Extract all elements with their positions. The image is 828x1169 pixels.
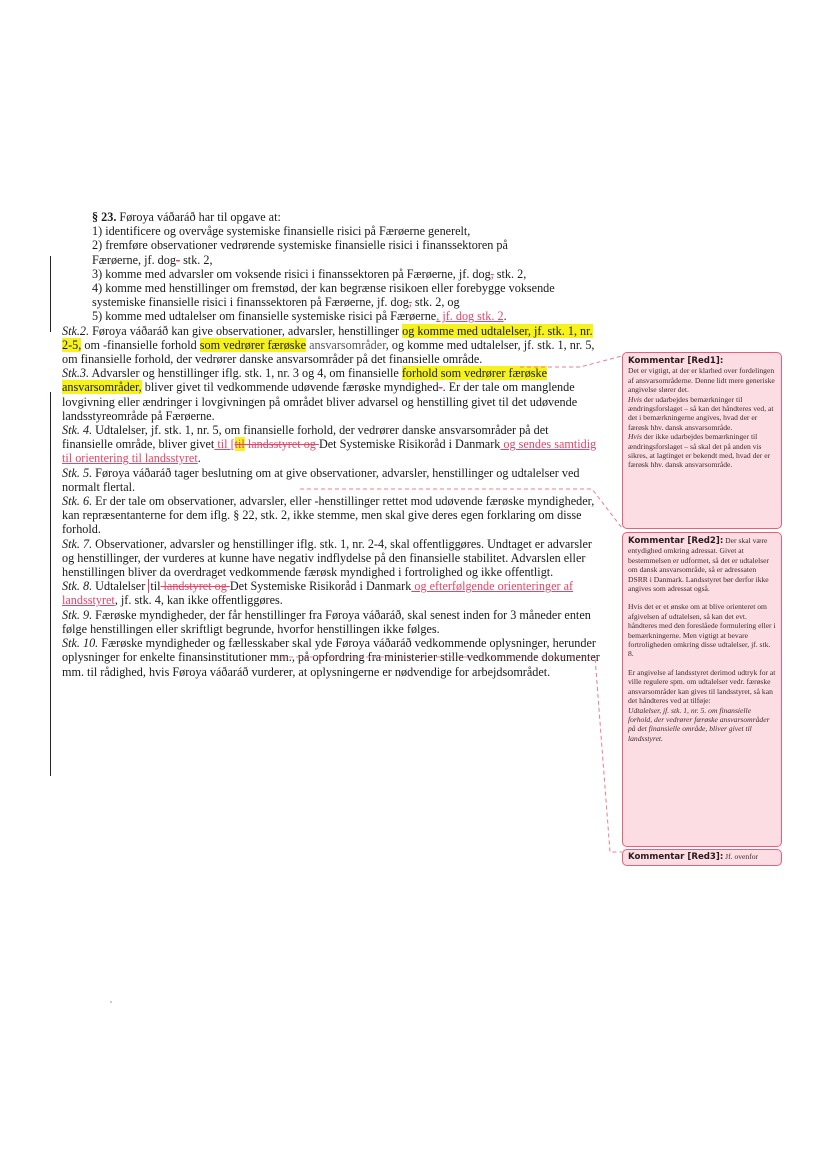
highlight[interactable]: forhold som vedrører færøske ansvarsområder, (62, 366, 548, 395)
scan-speck (110, 1001, 112, 1003)
insertion[interactable]: , jf. dog stk. 2 (436, 309, 504, 324)
deletion[interactable]: - (175, 252, 181, 267)
list-item: 4) komme med henstillinger om fremstød, der kan begrænse risikoen eller forebygge voksende systemiske finansielle risici i finanssektoren på Færøerne, jf. dog, stk. 2, og (92, 281, 555, 310)
deletion[interactable]: landstyret og (160, 579, 230, 594)
section-number: § 23. (92, 210, 117, 224)
paragraph-stk4: Stk. 4. Udtalelser, jf. stk. 1, nr. 5, om finansielle forhold, der vedrører danske ansvarsområder på det finansielle område, bliver givet til [til landsstyret og Det Systemiske Risikoråd i Danmark og sendes samtidig til orientering til landsstyret. (62, 423, 597, 466)
stk-label: Stk. 9. (62, 607, 93, 622)
list-item: 5) komme med udtalelser om finansielle systemiske risici på Færøerne, jf. dog stk. 2. (92, 309, 507, 324)
stk-label: Stk. 5. (62, 465, 93, 480)
comment-anchor-red3[interactable]: til (150, 579, 161, 594)
stk-label: Stk. 8. (62, 579, 93, 594)
paragraph-stk6: Stk. 6. Er der tale om observationer, advarsler, eller -henstillinger rettet mod udøvende færøske myndigheder, kan repræsentanterne for dem iflg. § 22, stk. 2, ikke stemme, men skal give deres egen forklaring om disse forhold. (62, 494, 595, 537)
stk-label: Stk. 10. (62, 636, 99, 651)
list-item: 3) komme med advarsler om voksende risici i finanssektoren på Færøerne, jf. dog, stk. 2, (92, 266, 527, 281)
paragraph-stk10: Stk. 10. Færøske myndigheder og fællesskaber skal yde Føroya váðaráð vedkommende oplysninger, herunder oplysninger for enkelte finansinstitutioner mm., på opfordring fra ministerier stille vedkommende dokumenter mm. til rådighed, hvis Føroya váðaráð vurderer, at oplysningerne er nødvendige for arbejdsområdet. (62, 636, 600, 679)
comment-label: Kommentar [Red2]: (628, 536, 724, 546)
list-item: 1) identificere og overvåge systemiske finansielle risici på Færøerne generelt, (92, 224, 471, 239)
comment-anchor-red1[interactable]: ansvarsområder (306, 337, 386, 352)
deletion[interactable]: landsstyret og (244, 437, 319, 452)
paragraph-stk5: Stk. 5. Føroya váðaráð tager beslutning om at give observationer, advarsler, henstillinger og udtalelser ved normalt flertal. (62, 465, 580, 494)
highlight[interactable]: som vedrører færøske (199, 337, 307, 352)
stk-label: Stk.2. (62, 323, 90, 338)
comment-anchor-red2[interactable]: [ (230, 437, 235, 452)
stk-label: Stk. 4. (62, 423, 93, 438)
paragraph-stk9: Stk. 9. Færøske myndigheder, der får henstillinger fra Føroya váðaráð, skal senest inden for 3 måneder enten følge henstillingen eller skriftligt begrunde, hvorfor henstillingen ikke følges. (62, 607, 591, 636)
comment-red1[interactable]: Kommentar [Red1]: Det er vigtigt, at der er klarhed over fordelingen af ansvarsområderne. Denne lidt mere generiske angivelse slører det. Hvis der udarbejdes bemærkninger til ændringsforslaget – så kan det håndteres ved, at det i bemærkningerne angives, hvad der er færøsk hhv. dansk ansvarsområde. Hvis der ikke udarbejdes bemærkninger til ændringsforslaget – så skal det på anden vis sikres, at lagtinget er bekendt med, hvad der er færøsk hhv. dansk ansvarsområde. (622, 352, 782, 529)
comment-label: Kommentar [Red3]: (628, 852, 724, 862)
deletion[interactable]: - (438, 380, 443, 395)
comment-red3[interactable]: Kommentar [Red3]: Jf. ovenfor (622, 849, 782, 866)
change-bar (50, 256, 51, 332)
stk-label: Stk. 6. (62, 494, 93, 509)
insertion[interactable]: og sendes samtidig til orientering til landsstyret (62, 437, 597, 466)
stk-label: Stk.3. (62, 366, 90, 381)
deletion[interactable]: til (234, 437, 245, 452)
comment-label: Kommentar [Red1]: (628, 356, 724, 366)
stk-label: Stk. 7. (62, 536, 93, 551)
change-bar (50, 392, 51, 776)
highlight[interactable]: og komme med udtalelser, jf. stk. 1, nr. 2-5, (62, 323, 593, 352)
insertion[interactable]: til (214, 437, 231, 452)
section-heading (62, 210, 602, 224)
paragraph-stk8: Stk. 8. Udtalelser til landstyret og Det Systemiske Risikoråd i Danmark og efterfølgende orienteringer af landsstyret, jf. stk. 4, kan ikke offentliggøres. (62, 579, 574, 608)
paragraph-stk2: Stk.2. Føroya váðaráð kan give observationer, advarsler, henstillinger og komme med udtalelser, jf. stk. 1, nr. 2-5, om -finansielle forhold som vedrører færøske ansvarsområder, og komme med udtalelser, jf. stk. 1, nr. 5, om finansielle forhold, der vedrører danske ansvarsområder på det finansielle område. (62, 323, 595, 367)
deletion[interactable]: , (490, 266, 494, 281)
list-item: 2) fremføre observationer vedrørende systemiske finansielle risici i finanssektoren på Færøerne, jf. dog- stk. 2, (92, 238, 508, 267)
paragraph-stk3: Stk.3. Advarsler og henstillinger iflg. stk. 1, nr. 3 og 4, om finansielle forhold som vedrører færøske ansvarsområder, bliver givet til vedkommende udøvende færøske myndighed-. Er der tale om manglende lovgivning eller ændringer i lovgivningen på området bliver advarsel og henstilling givet til det udøvende landsstyreområde på Færøerne. (62, 366, 578, 423)
insertion[interactable]: og efterfølgende orienteringer af landsstyret (62, 579, 574, 608)
deletion[interactable]: , (408, 295, 412, 310)
document-body (62, 210, 602, 679)
comment-red2[interactable]: Kommentar [Red2]: Der skal være entydighed omkring adressat. Givet at bestemmelsen er udformet, så det er udtalelser om dansk ansvarsområde, så er adressaten DSRR i Danmark. Landsstyret bør derfor ikke angives som adressat også. Hvis det er et ønske om at blive orienteret om afgivelsen af udtalelsen, så kan det evt. håndteres med den foreslåede formulering eller i bemærkningerne. Men vigtigt at bevare fortroligheden omkring disse udtalelser, jf. stk. 8. Er angivelse af landsstyret derimod udtryk for at ville regulere spm. om udtalelser vedr. færøske ansvarsområder kan gives til landsstyret, så kan det håndteres ved at tilføje: Udtalelser, jf. stk. 1, nr. 5. om finansielle forhold, der vedrører færøske ansvarsområder på det finansielle område, bliver givet til landsstyret. (622, 532, 782, 847)
section-intro: Føroya váðaráð har til opgave at: (119, 210, 281, 224)
paragraph-stk7: Stk. 7. Observationer, advarsler og henstillinger iflg. stk. 1, nr. 2-4, skal offentliggøres. Undtaget er advarsler og henstillinger, der vurderes at kunne have negativ indflydelse på den finansielle stabilitet. Advarslen eller henstillingen bliver da overdraget vedkommende færøsk myndighed i fortrolighed og ikke offentligt. (62, 536, 592, 580)
